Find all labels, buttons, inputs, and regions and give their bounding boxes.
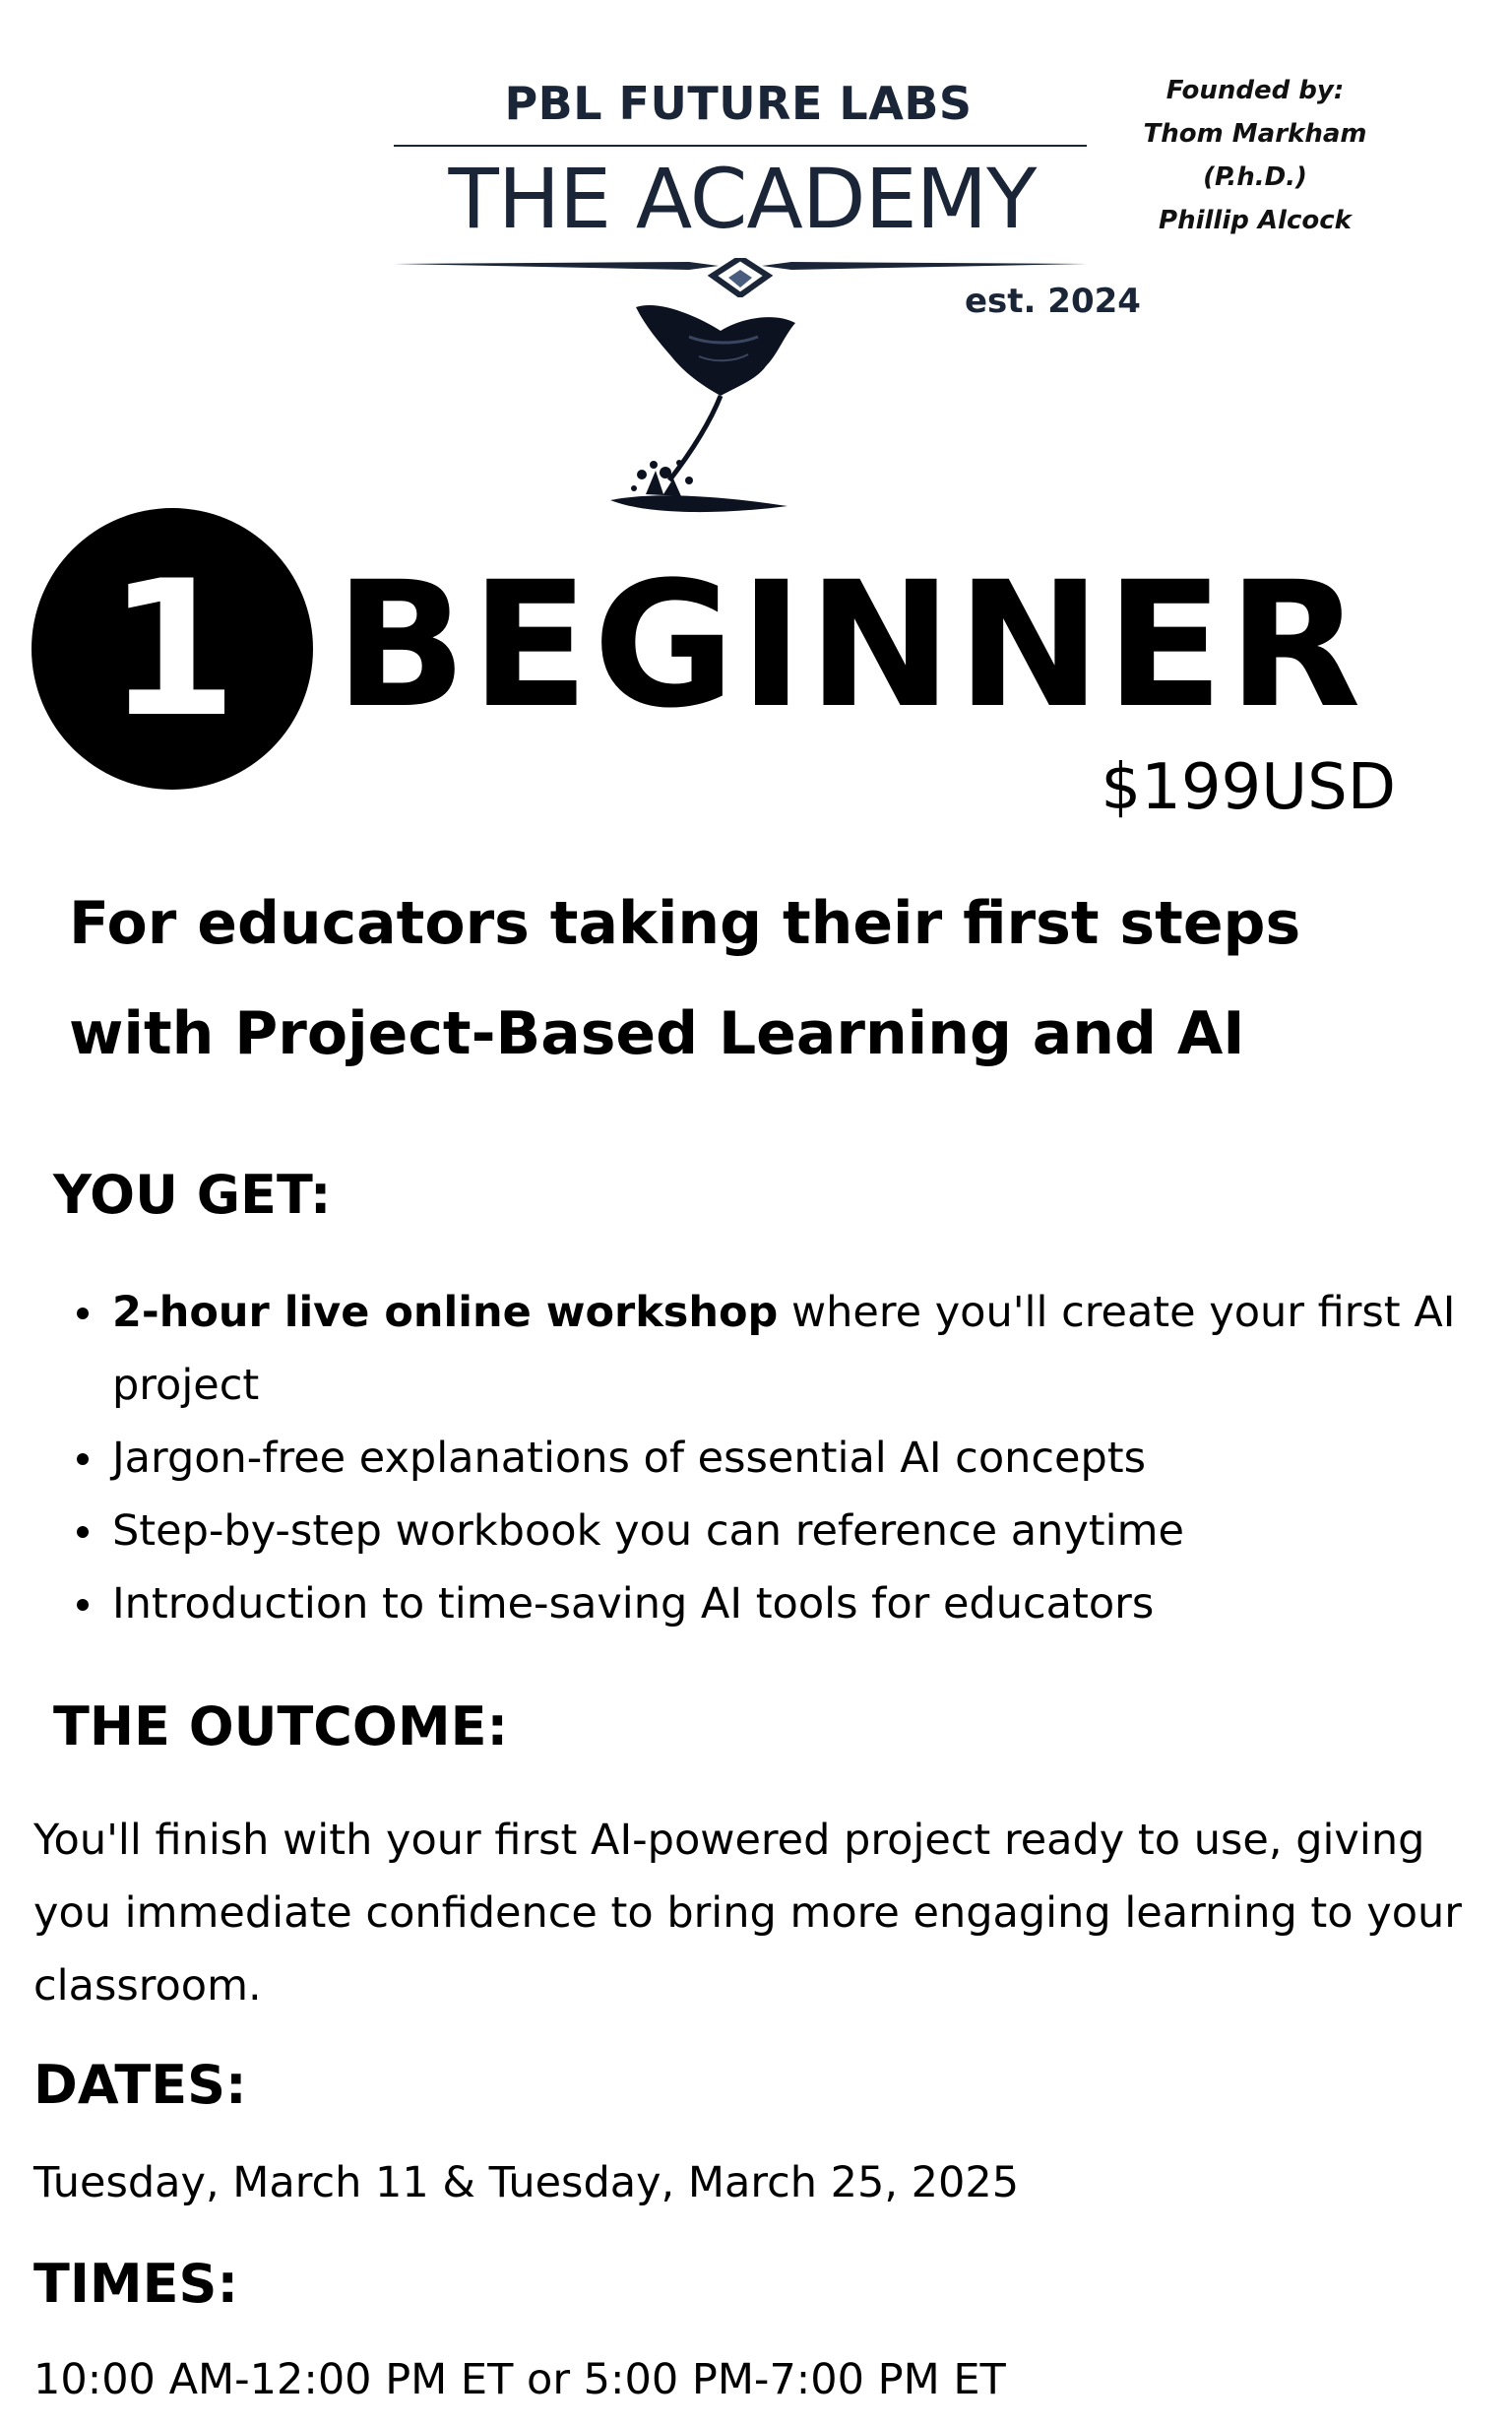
level-number-badge: 1: [32, 508, 313, 790]
subtitle-line: For educators taking their first steps: [69, 889, 1301, 958]
you-get-heading: YOU GET:: [53, 1164, 332, 1226]
brand-main-text: THE ACADEMY: [448, 151, 1037, 247]
list-item: [112, 1567, 1471, 1640]
benefits-list: [71, 1276, 1471, 1640]
audience-subtitle: [69, 868, 1447, 1089]
subtitle-line: with Project-Based Learning and AI: [69, 999, 1245, 1068]
manta-ray-icon: [591, 297, 827, 524]
brand-top-text: PBL FUTURE LABS: [504, 77, 973, 130]
benefit-text: Step-by-step workbook you can reference anytime: [112, 1506, 1184, 1556]
dates-heading: DATES:: [33, 2054, 247, 2116]
list-item: [112, 1422, 1471, 1495]
founder-name: Thom Markham: [1143, 119, 1367, 149]
founder-name: Phillip Alcock: [1159, 206, 1352, 235]
founders-block: [1122, 69, 1388, 242]
times-heading: TIMES:: [33, 2253, 239, 2315]
brand-divider: [394, 145, 1087, 147]
outcome-heading: THE OUTCOME:: [53, 1695, 509, 1757]
benefit-text: Introduction to time-saving AI tools for educators: [112, 1579, 1155, 1628]
benefit-emphasis: 2-hour live online workshop: [112, 1288, 779, 1337]
founder-credential: (P.h.D.): [1203, 162, 1307, 192]
price-label: $199USD: [1101, 751, 1396, 824]
level-title: BEGINNER: [335, 544, 1365, 746]
benefit-text: where you'll create your first AI project: [112, 1288, 1456, 1410]
established-year: est. 2024: [965, 282, 1141, 321]
founded-label: Founded by:: [1166, 76, 1345, 105]
benefit-text: Jargon-free explanations of essential AI concepts: [112, 1434, 1147, 1483]
times-text: 10:00 AM-12:00 PM ET or 5:00 PM-7:00 PM ET: [33, 2355, 1006, 2404]
dates-text: Tuesday, March 11 & Tuesday, March 25, 2025: [33, 2158, 1020, 2207]
list-item: [112, 1495, 1471, 1567]
outcome-text: You'll finish with your first AI-powered project ready to use, giving you immediate confidence to bring more engaging learning to your classroom.: [33, 1816, 1462, 2011]
list-item: [112, 1276, 1471, 1422]
